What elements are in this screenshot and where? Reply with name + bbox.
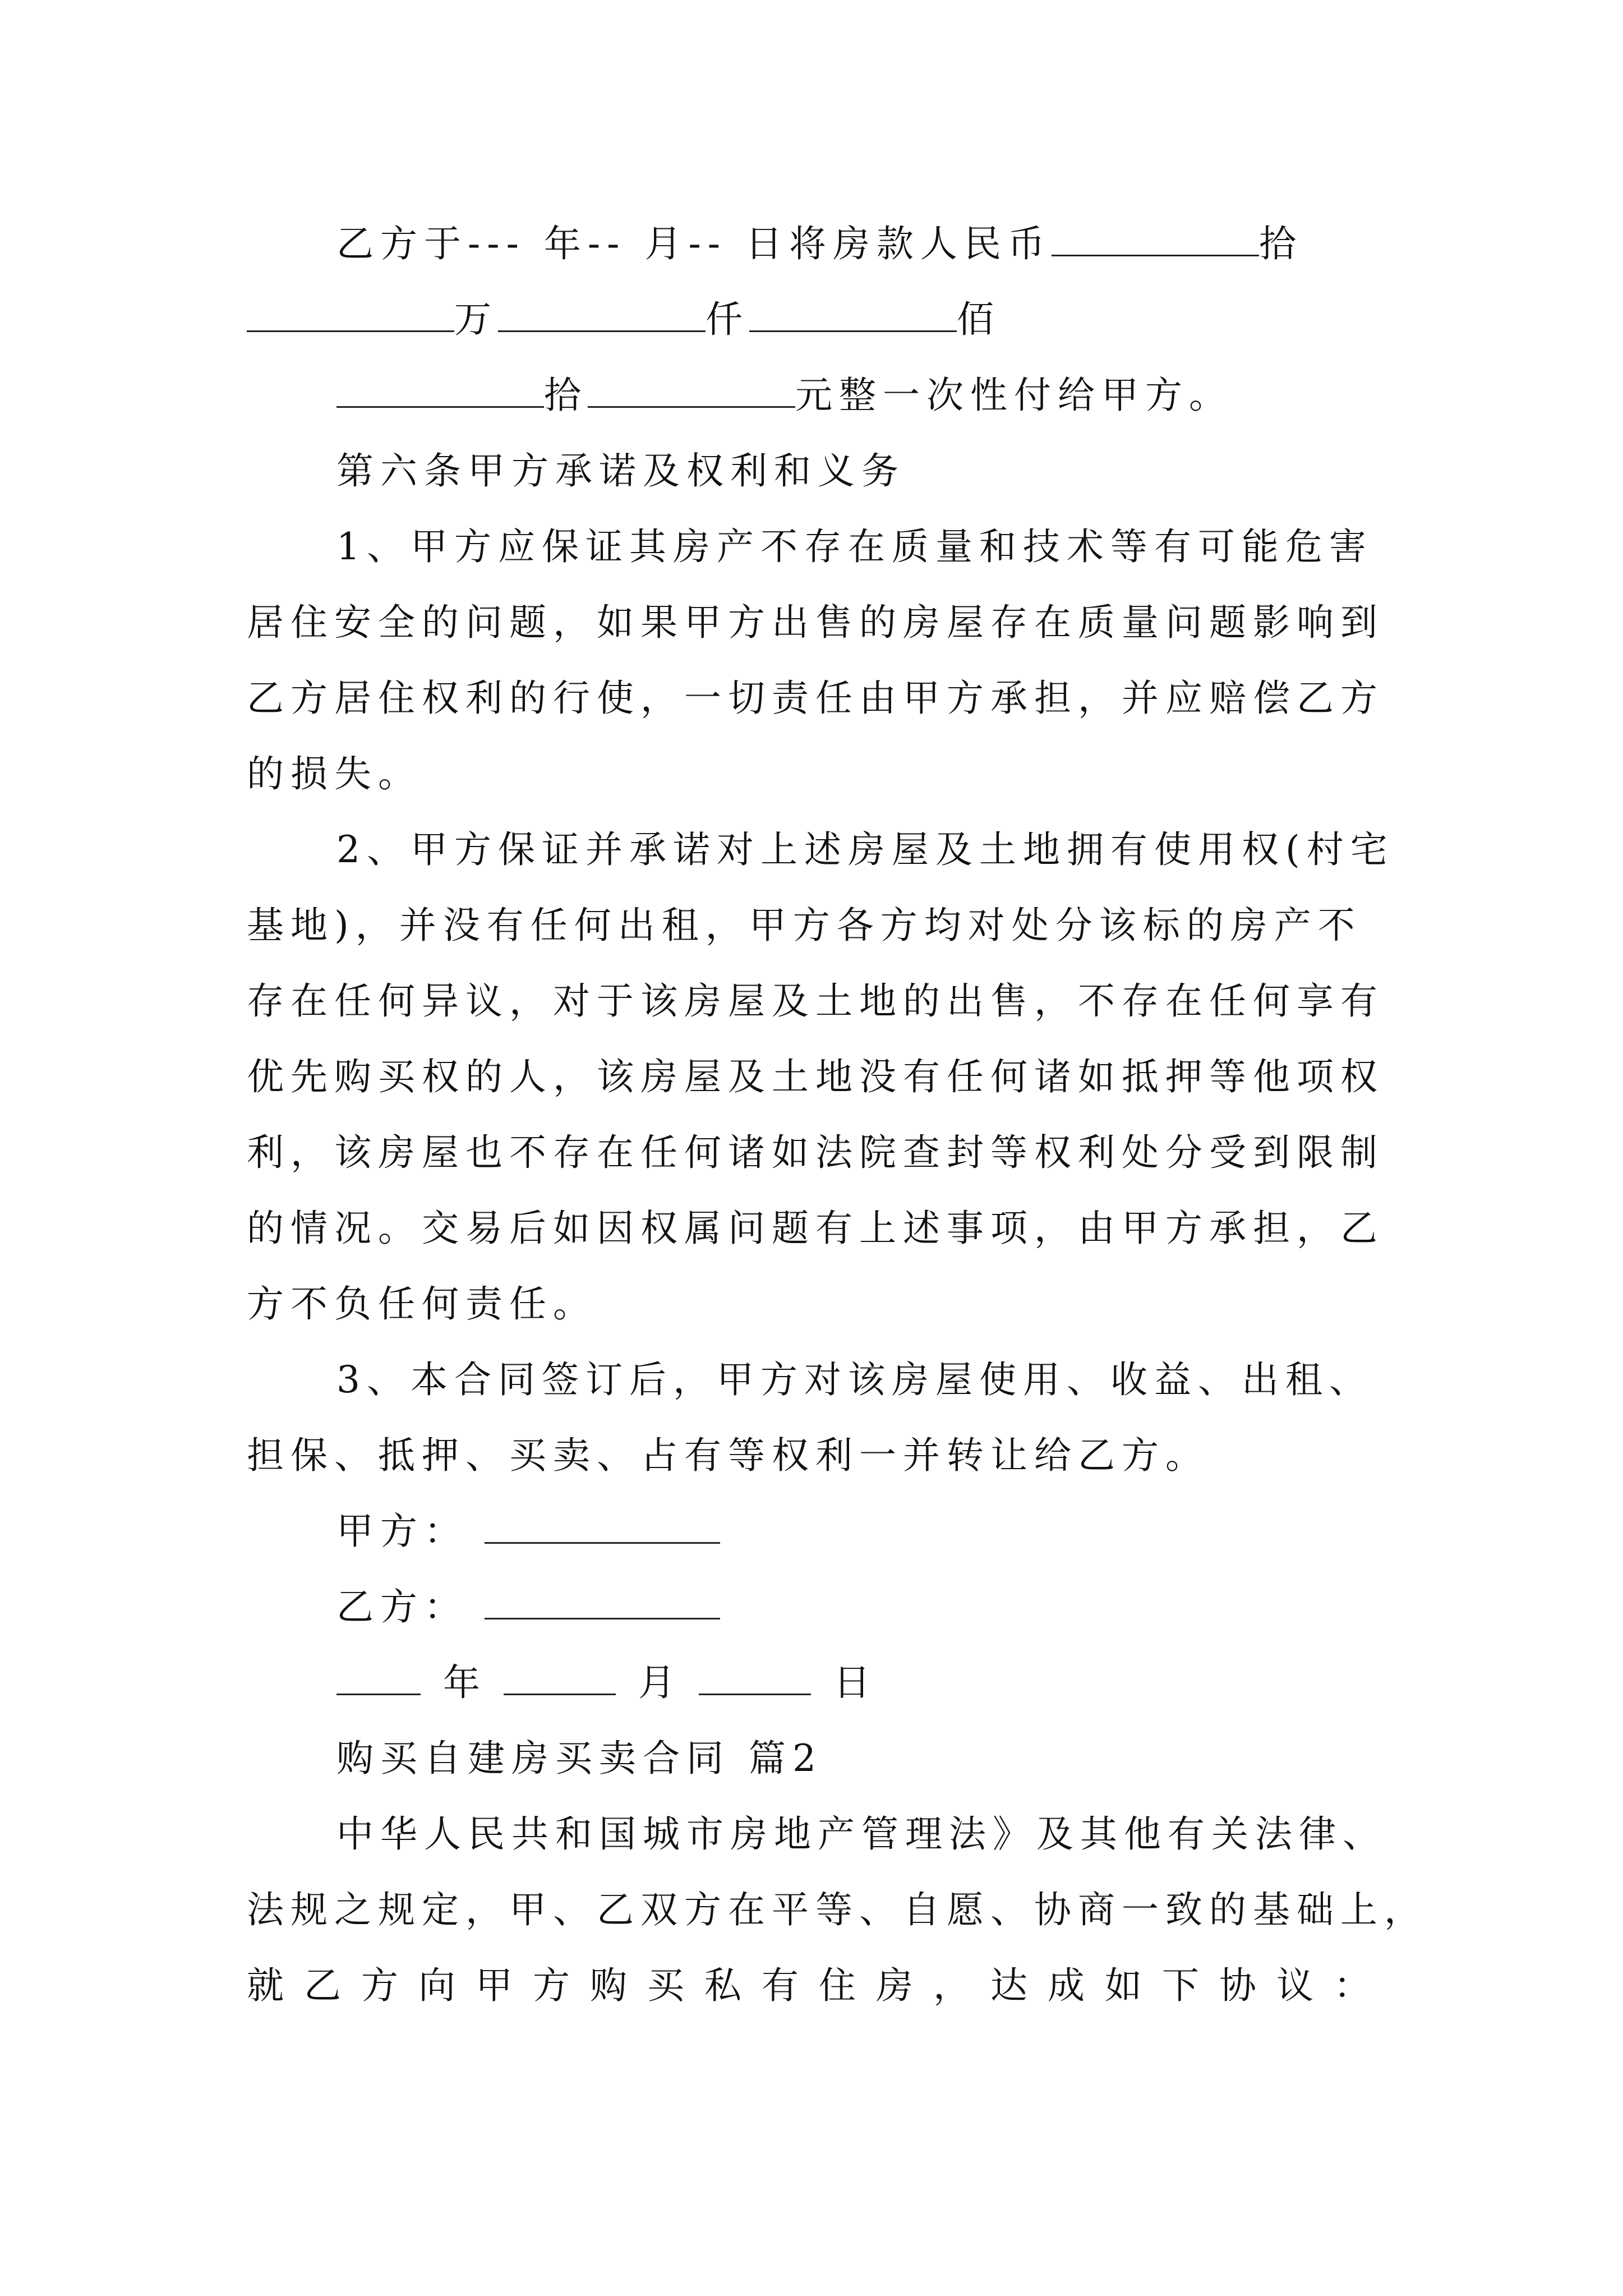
party-a-blank [485,1511,720,1544]
paragraph-line: 存在任何异议，对于该房屋及土地的出售，不存在任何享有 [247,979,1384,1023]
month-blank [504,1662,616,1695]
amount-blank [247,299,454,332]
paragraph-line: 法规之规定，甲、乙双方在平等、自愿、协商一致的基础上， [247,1888,1428,1931]
amount-blank [498,299,706,332]
party-b-signature-line [336,1579,1396,1635]
year-label: 年 [443,1661,487,1704]
month-label: 月 [638,1661,682,1704]
paragraph-line: 利，该房屋也不存在任何诸如法院查封等权利处分受到限制 [247,1131,1384,1174]
unit-label: 万 [454,298,498,341]
party-b-label: 乙方： [336,1585,468,1628]
year-blank [336,1662,421,1695]
paragraph-line: 的情况。交易后如因权属问题有上述事项，由甲方承担，乙 [247,1207,1384,1250]
paragraph-line: 3、本合同签订后，甲方对该房屋使用、收益、出租、 [336,1358,1373,1401]
paragraph-line: 基地)，并没有任何出租，甲方各方均对处分该标的房产不 [247,904,1362,947]
paragraph-line: 中华人民共和国城市房地产管理法》及其他有关法律、 [336,1812,1386,1856]
unit-label: 仟 [706,298,749,341]
amount-blank [1052,223,1259,256]
paragraph-line: 乙方居住权利的行使，一切责任由甲方承担，并应赔偿乙方 [247,677,1384,720]
unit-label: 拾 [1259,222,1303,265]
paragraph-line: 就乙方向甲方购买私有住房，达成如下协议： [247,1964,1391,2007]
paragraph-line: 方不负任何责任。 [247,1282,597,1326]
unit-label: 拾 [544,374,588,417]
paragraph-line: 2、甲方保证并承诺对上述房屋及土地拥有使用权(村宅 [336,828,1394,871]
day-label: 日 [833,1661,877,1704]
day-blank [699,1662,811,1695]
date-line [336,1655,1396,1711]
amount-blank [588,375,795,408]
payment-line-2 [247,292,1396,348]
paragraph-line: 优先购买权的人，该房屋及土地没有任何诸如抵押等他项权 [247,1055,1384,1098]
party-b-blank [485,1586,720,1619]
party-a-label: 甲方： [336,1510,468,1553]
payment-line-3 [336,367,1396,424]
paragraph-line: 担保、抵押、买卖、占有等权利一并转让给乙方。 [247,1434,1209,1477]
paragraph-line: 居住安全的问题，如果甲方出售的房屋存在质量问题影响到 [247,601,1384,644]
payment-text: 乙方于--- 年-- 月-- 日将房款人民币 [336,222,1052,265]
payment-text: 元整一次性付给甲方。 [795,374,1233,417]
section-title: 购买自建房买卖合同 篇2 [336,1737,823,1780]
amount-blank [336,375,544,408]
payment-line-1 [336,216,1396,272]
amount-blank [749,299,957,332]
unit-label: 佰 [957,298,1000,341]
party-a-signature-line [336,1503,1396,1559]
section-heading: 第六条甲方承诺及权利和义务 [336,449,905,493]
paragraph-line: 1、甲方应保证其房产不存在质量和技术等有可能危害 [336,525,1373,568]
paragraph-line: 的损失。 [247,752,422,795]
